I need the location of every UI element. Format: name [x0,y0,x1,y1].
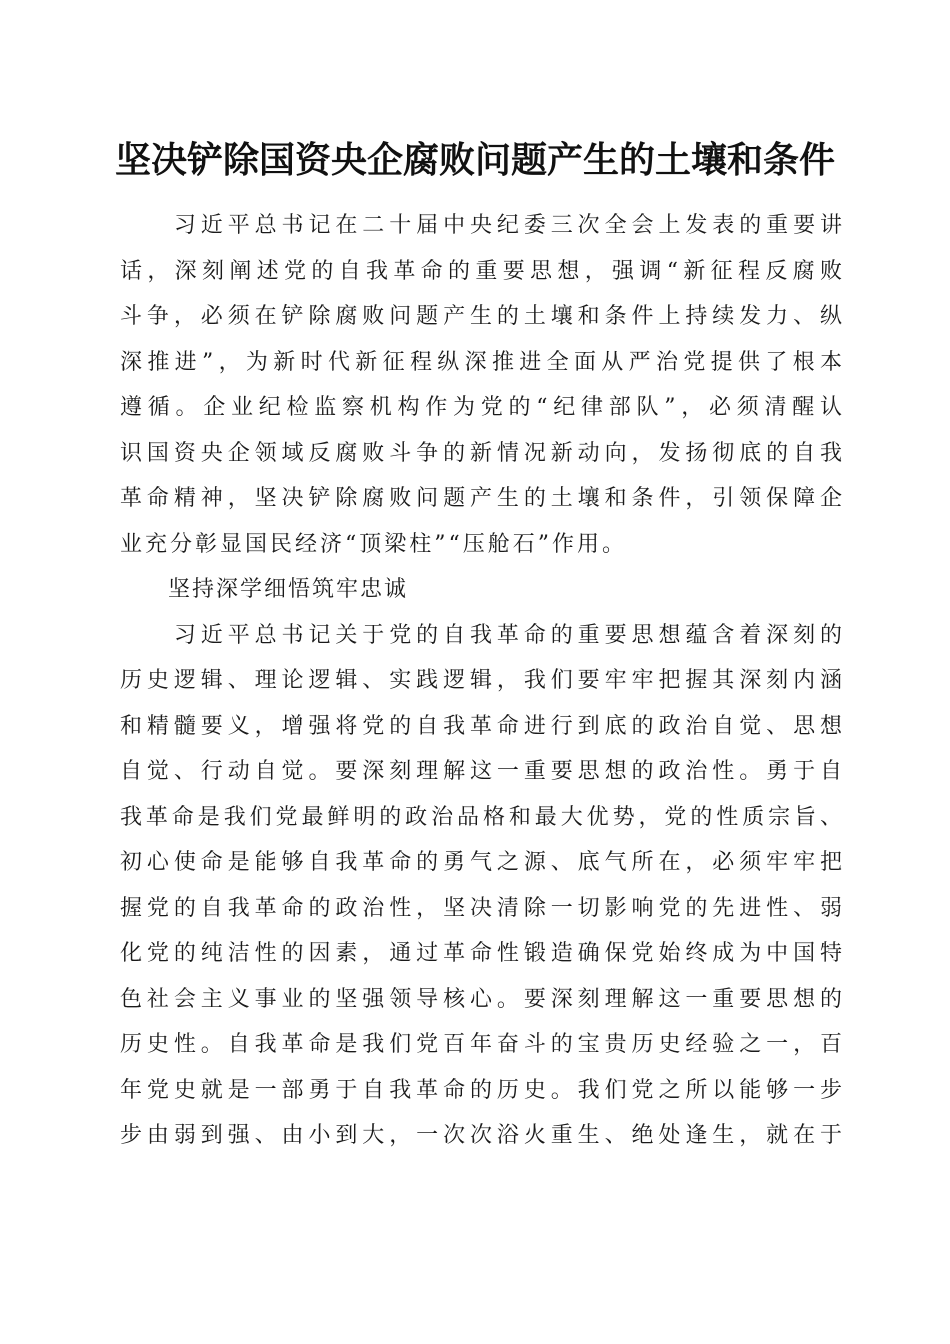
heading-line: 坚持深学细悟筑牢忠诚 [120,577,409,602]
text-line: 斗争，必须在铲除腐败问题产生的土壤和条件上持续发力、纵 [120,304,842,329]
text-line: 自觉、行动自觉。要深刻理解这一重要思想的政治性。勇于自 [120,759,842,784]
text-line: 遵循。企业纪检监察机构作为党的“纪律部队”，必须清醒认 [120,395,842,420]
document-body [120,203,842,1159]
section-heading [120,567,842,613]
text-line: 习近平总书记关于党的自我革命的重要思想蕴含着深刻的 [120,622,842,648]
text-line: 深推进”，为新时代新征程纵深推进全面从严治党提供了根本 [120,349,842,375]
text-line: 革命精神，坚决铲除腐败问题产生的土壤和条件，引领保障企 [120,486,842,511]
text-line: 习近平总书记在二十届中央纪委三次全会上发表的重要讲 [120,213,842,238]
paragraph [120,613,842,1159]
text-line: 历史性。自我革命是我们党百年奋斗的宝贵历史经验之一，百 [120,1032,842,1057]
text-line: 历史逻辑、理论逻辑、实践逻辑，我们要牢牢把握其深刻内涵 [120,668,842,693]
text-line: 化党的纯洁性的因素，通过革命性锻造确保党始终成为中国特 [120,941,842,966]
text-line: 色社会主义事业的坚强领导核心。要深刻理解这一重要思想的 [120,986,842,1012]
text-line: 步由弱到强、由小到大，一次次浴火重生、绝处逢生，就在于 [120,1123,842,1148]
text-line: 初心使命是能够自我革命的勇气之源、底气所在，必须牢牢把 [120,850,842,875]
text-line: 握党的自我革命的政治性，坚决清除一切影响党的先进性、弱 [120,895,842,921]
document-title: 坚决铲除国资央企腐败问题产生的土壤和条件 [114,139,835,181]
text-line: 业充分彰显国民经济“顶梁柱”“压舱石”作用。 [120,531,627,557]
text-line: 话，深刻阐述党的自我革命的重要思想，强调“新征程反腐败 [120,258,842,284]
paragraph [120,203,842,567]
text-line: 识国资央企领域反腐败斗争的新情况新动向，发扬彻底的自我 [120,440,842,466]
text-line: 年党史就是一部勇于自我革命的历史。我们党之所以能够一步 [120,1077,842,1103]
text-line: 我革命是我们党最鲜明的政治品格和最大优势，党的性质宗旨、 [120,804,842,830]
text-line: 和精髓要义，增强将党的自我革命进行到底的政治自觉、思想 [120,713,842,739]
